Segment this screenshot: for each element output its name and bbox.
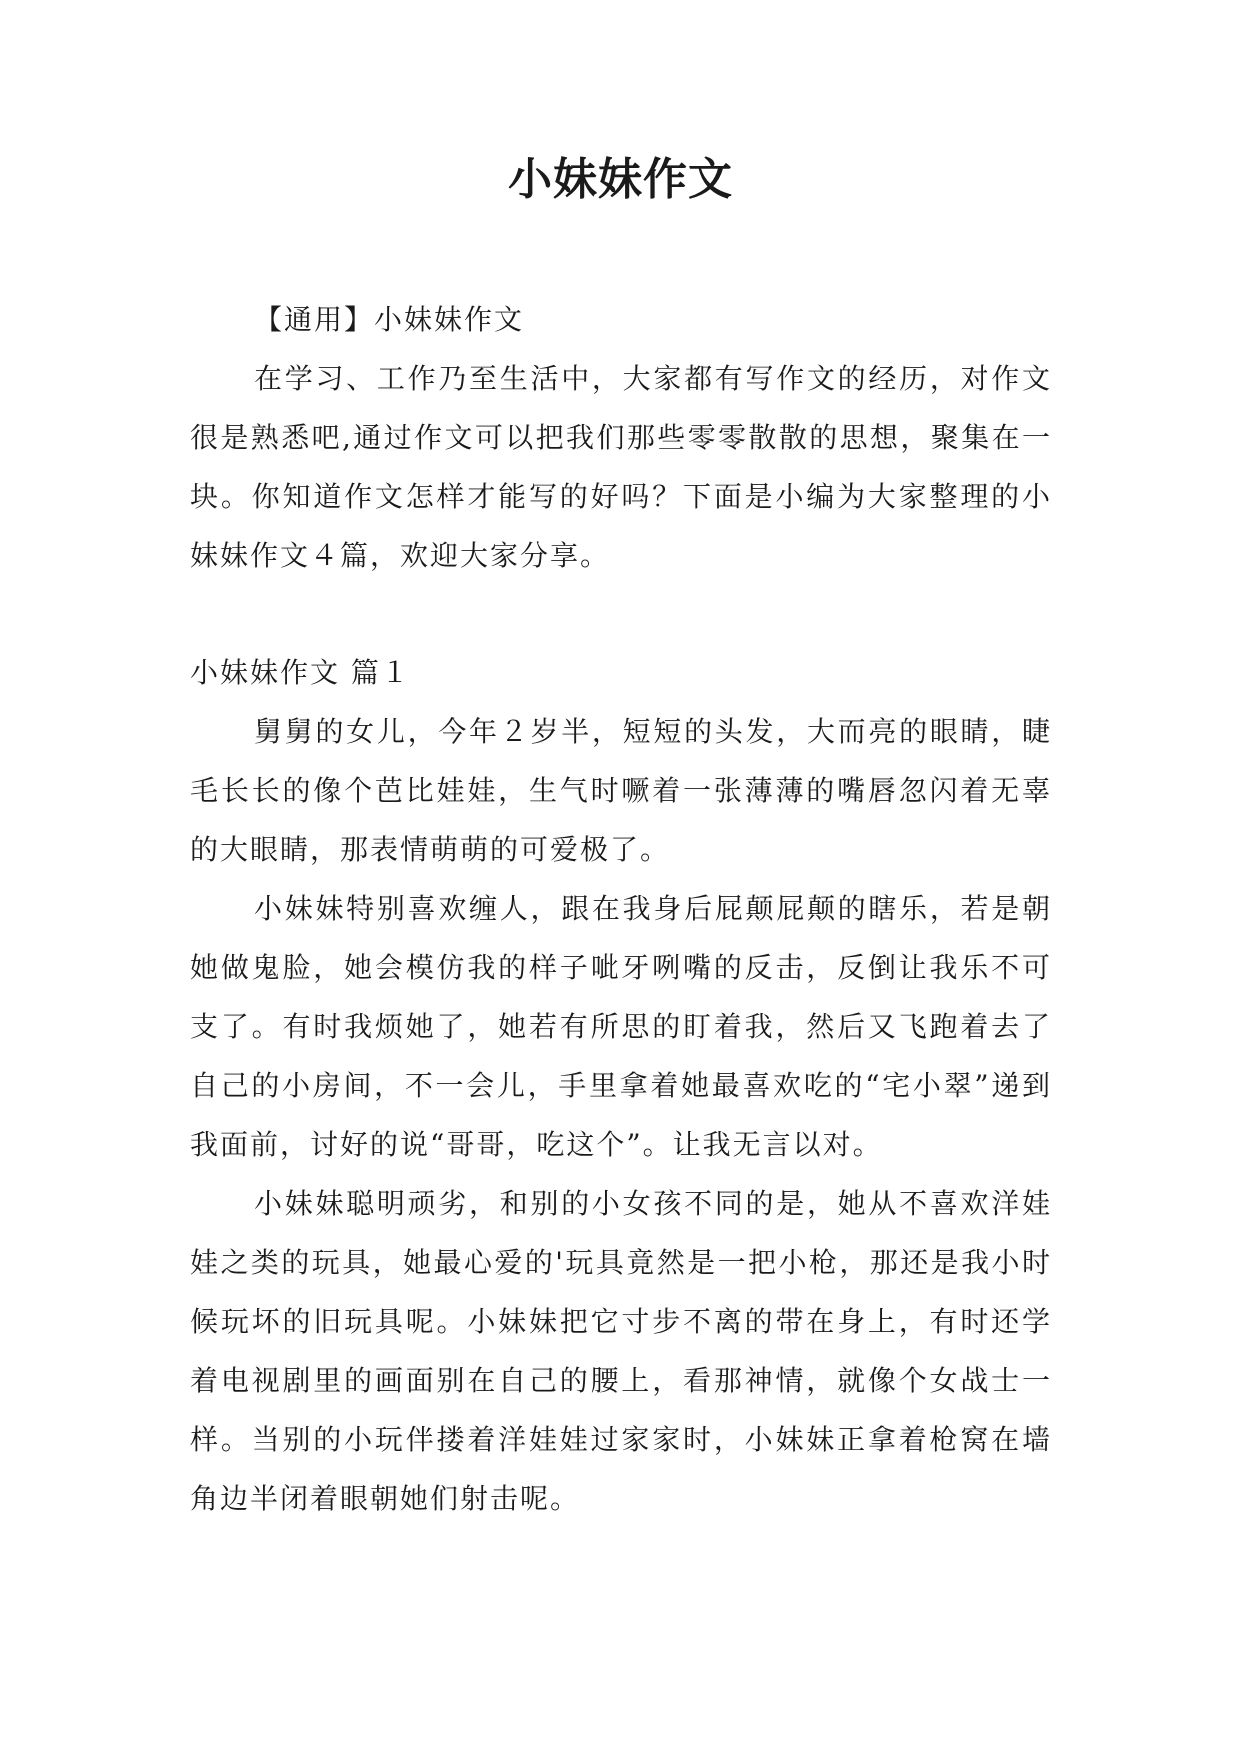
document-title: 小妹妹作文 bbox=[508, 154, 733, 205]
intro-paragraph: 在学习、工作乃至生活中，大家都有写作文的经历，对作文很是熟悉吧,通过作文可以把我们那些零零散散的思想，聚集在一块。你知道作文怎样才能写的好吗？下面是小编为大家整理的小妹妹作文４篇，欢迎大家分享。 bbox=[190, 362, 1052, 572]
body-paragraph: 小妹妹聪明顽劣，和别的小女孩不同的是，她从不喜欢洋娃娃之类的玩具，她最心爱的'玩具竟然是一把小枪，那还是我小时候玩坏的旧玩具呢。小妹妹把它寸步不离的带在身上，有时还学着电视剧里的画面别在自己的腰上，看那神情，就像个女战士一样。当别的小玩伴搂着洋娃娃过家家时，小妹妹正拿着枪窝在墙角边半闭着眼朝她们射击呢。 bbox=[190, 1187, 1052, 1515]
section-spacer bbox=[190, 585, 1052, 643]
body-paragraph: 小妹妹特别喜欢缠人，跟在我身后屁颠屁颠的瞎乐，若是朝她做鬼脸，她会模仿我的样子呲牙咧嘴的反击，反倒让我乐不可支了。有时我烦她了，她若有所思的盯着我，然后又飞跑着去了自己的小房间，不一会儿，手里拿着她最喜欢吃的“宅小翠”递到我面前，讨好的说“哥哥，吃这个”。让我无言以对。 bbox=[190, 892, 1052, 1161]
document-body bbox=[190, 290, 1052, 1528]
document-subtitle: 【通用】小妹妹作文 bbox=[254, 303, 525, 336]
section-heading: 小妹妹作文 篇１ bbox=[190, 656, 411, 689]
body-paragraph: 舅舅的女儿，今年２岁半，短短的头发，大而亮的眼睛，睫毛长长的像个芭比娃娃，生气时噘着一张薄薄的嘴唇忽闪着无辜的大眼睛，那表情萌萌的可爱极了。 bbox=[190, 715, 1052, 866]
